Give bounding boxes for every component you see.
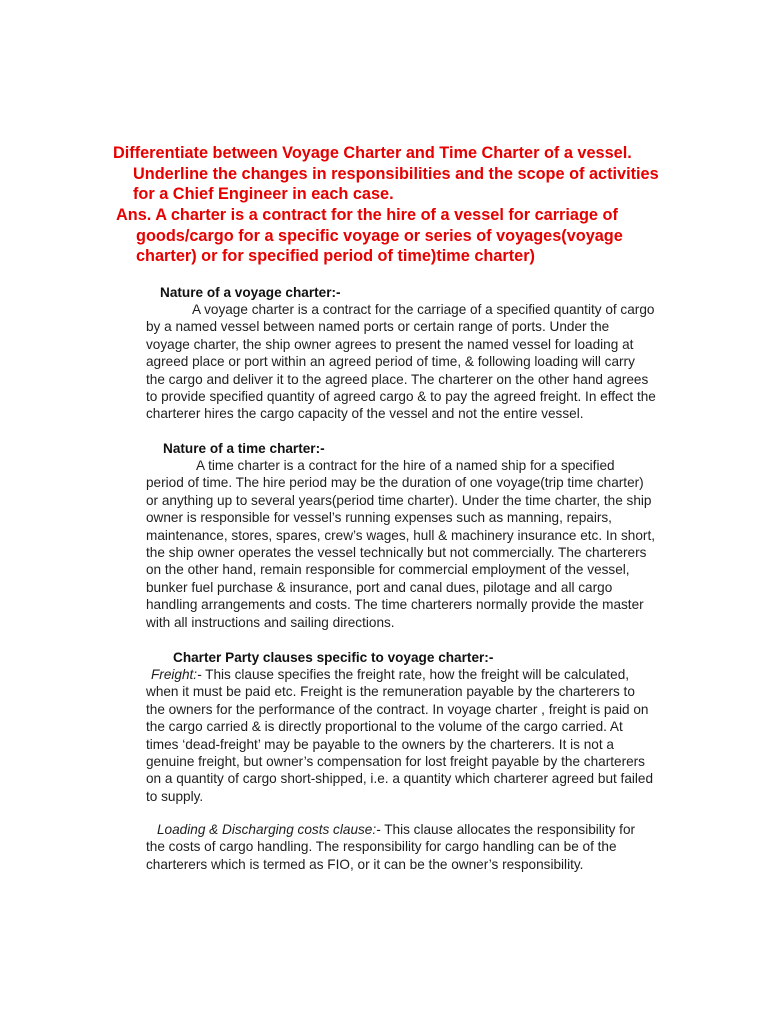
freight-clause-label: Freight:- — [151, 667, 202, 682]
voyage-charter-paragraph — [146, 301, 656, 423]
freight-clause-paragraph — [146, 666, 656, 805]
voyage-charter-heading: Nature of a voyage charter:- — [160, 285, 341, 300]
time-charter-heading: Nature of a time charter:- — [163, 441, 325, 456]
time-charter-text: A time charter is a contract for the hire of a named ship for a specified period of time. The hire period may be the duration of one voyage(trip time charter) or anything up to several years(period time charter). Under the time charter, the ship owner is responsible for vessel’s running expenses such as manning, repairs, maintenance, stores, spares, crew’s wages, hull & machinery insurance etc. In short, the ship owner operates the vessel technically but not commercially. The charterers on the other hand, remain responsible for commercial employment of the vessel, bunker fuel purchase & insurance, port and canal dues, pilotage and all cargo handling arrangements and costs. The time charterers normally provide the master with all instructions and sailing directions. — [146, 458, 655, 630]
clauses-heading: Charter Party clauses specific to voyage charter:- — [173, 650, 494, 665]
loading-clause-label: Loading & Discharging costs clause:- — [157, 822, 381, 837]
answer-text: Ans. A charter is a contract for the hire of a vessel for carriage of goods/cargo for a specific voyage or series of voyages(voyage charter) or for specified period of time)time charter) — [116, 206, 623, 265]
freight-clause-text: This clause specifies the freight rate, how the freight will be calculated, when it must be paid etc. Freight is the remuneration payable by the charterers to the owners for the performance of the contract. In voyage charter , freight is paid on the cargo carried & is directly proportional to the volume of the cargo carried. At times ‘dead-freight’ may be payable to the owners by the charterers. It is not a genuine freight, but owner’s compensation for lost freight payable by the charterers on a quantity of cargo short-shipped, i.e. a quantity which charterer agreed but failed to supply. — [146, 667, 654, 804]
voyage-charter-text: A voyage charter is a contract for the carriage of a specified quantity of cargo by a named vessel between named ports or certain range of ports. Under the voyage charter, the ship owner agrees to present the named vessel for loading at agreed place or port within an agreed period of time, & following loading will carry the cargo and deliver it to the agreed place. The charterer on the other hand agrees to provide specified quantity of agreed cargo & to pay the agreed freight. In effect the charterer hires the cargo capacity of the vessel and not the entire vessel. — [146, 302, 656, 422]
loading-clause-text: This clause allocates the responsibility for the costs of cargo handling. The responsibility for cargo handling can be of the charterers which is termed as FIO, or it can be the owner’s responsibility. — [146, 822, 636, 872]
time-charter-paragraph — [146, 457, 656, 631]
loading-clause-paragraph — [146, 821, 656, 873]
question-text: Differentiate between Voyage Charter and Time Charter of a vessel. Underline the changes in responsibilities and the scope of activities for a Chief Engineer in each case. — [113, 144, 659, 203]
